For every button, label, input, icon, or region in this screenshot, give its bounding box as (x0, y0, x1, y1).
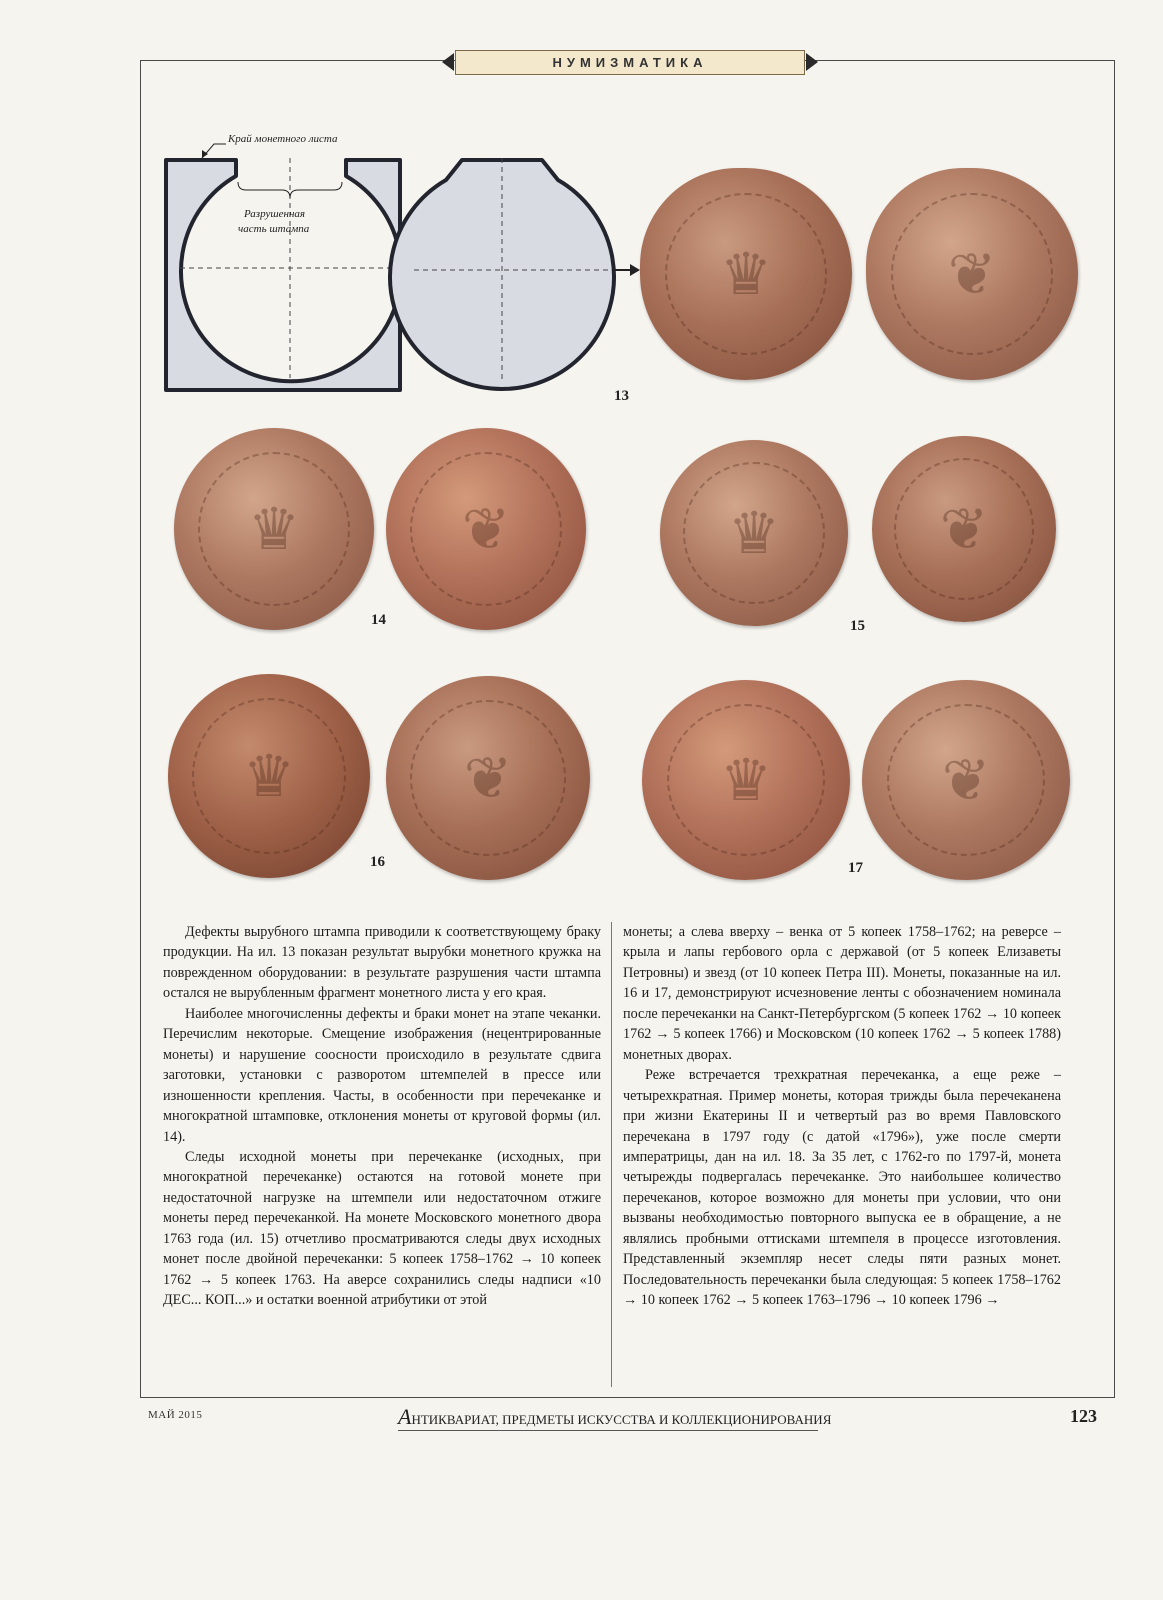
coin-13-reverse (866, 168, 1078, 380)
coin-14-reverse (386, 428, 586, 630)
diagram-label-broken-1: Разрушенная (244, 208, 306, 220)
coin-14-obverse (174, 428, 374, 630)
monogram-icon: ❦ (941, 746, 991, 814)
eagle-icon: ♛ (248, 495, 300, 563)
column-divider (611, 922, 612, 1387)
paragraph: Реже встречается трехкратная перечеканка, а еще реже – четырехкратная. Пример монеты, которая трижды была перечеканена при жизни Екатерины II и четвертый раз во время Павловского перечекана в 1797 году (с датой «1796»), уже после смерти императрицы, дан на ил. 18. За 35 лет, с 1762-го по 1797-й, монета четырежды подвергалась перечеканке. Это наибольшее количество перечеканов, которое возможно для монеты при условии, что они вызваны необходимостью повторного выпуска ее в обращение, а не являлись пробными оттисками штемпеля в процессе изготовления. Представленный экземпляр несет следы пяти разных монет. Последовательность перечеканки была следующая: 5 копеек 1758–1762 → 10 копеек 1762 → 5 копеек 1763–1796 → 10 копеек 1796 → (623, 1067, 1061, 1309)
monogram-icon: ❦ (463, 744, 513, 812)
eagle-icon: ♛ (243, 742, 295, 810)
journal-title-rest: НТИКВАРИАТ, ПРЕДМЕТЫ ИСКУССТВА И КОЛЛЕКЦИОНИРОВАНИЯ (411, 1412, 832, 1427)
figure-number-15: 15 (850, 618, 865, 634)
paragraph: Дефекты вырубного штампа приводили к соответствующему браку продукции. На ил. 13 показан результат вырубки монетного кружка на поврежденном оборудовании: в результате разрушения части штампа остался не вырубленным фрагмент монетного листа у его края. (163, 924, 601, 1002)
arrow-right-icon (612, 264, 640, 276)
coin-17-obverse (642, 680, 850, 880)
eagle-icon: ♛ (720, 746, 772, 814)
journal-title-initial: А (398, 1404, 412, 1429)
coin-13-obverse (640, 168, 852, 380)
journal-title (398, 1404, 832, 1431)
coin-15-obverse (660, 440, 848, 626)
section-header: НУМИЗМАТИКА (455, 50, 805, 75)
coin-16-reverse (386, 676, 590, 880)
page-number: 123 (1070, 1406, 1097, 1426)
diagram-label-broken-2: часть штампа (238, 223, 310, 235)
article-column-left (163, 922, 601, 1311)
figure-number-16: 16 (370, 854, 385, 870)
paragraph: Наиболее многочисленны дефекты и браки монет на этапе чеканки. Перечислим некоторые. Смещение изображения (нецентрированные монеты) и нарушение соосности происходило в результате сдвига заготовки, установки с разворотом штемпелей в прессе или изношенности крепления. Часты, в особенности при перечеканке и многократной штамповке, отклонения монеты от круговой формы (ил. 14). (163, 1005, 601, 1145)
metal-sheet-shape (166, 160, 401, 390)
coin-16-obverse (168, 674, 370, 878)
monogram-icon: ❦ (461, 495, 511, 563)
paragraph: монеты; а слева вверху – венка от 5 копеек 1758–1762; на реверсе – крыла и лапы гербового орла с державой (от 5 копеек Елизаветы Петровны) и звезд (от 10 копеек Петра III). Монеты, показанные на ил. 16 и 17, демонстрируют исчезновение ленты с обозначением номинала после перечеканки на Санкт-Петербургском (5 копеек 1762 → 10 копеек 1762 → 5 копеек 1766) и Московском (10 копеек 1762 → 5 копеек 1788) монетных дворах. (623, 924, 1061, 1063)
monogram-icon: ❦ (939, 495, 989, 563)
diagram-svg (160, 128, 640, 398)
coin-17-reverse (862, 680, 1070, 880)
coin-15-reverse (872, 436, 1056, 622)
diagram-label-edge: Край монетного листа (228, 133, 338, 145)
issue-date: МАЙ 2015 (148, 1409, 203, 1421)
figure-number-14: 14 (371, 612, 386, 628)
paragraph: Следы исходной монеты при перечеканке (исходных, при многократной перечеканке) остаются на готовой монете при недостаточной нагрузке на штемпели или недостаточном отжиге монеты перед перечеканкой. На монете Московского монетного двора 1763 года (ил. 15) отчетливо просматриваются следы двух исходных монет после двойной перечеканки: 5 копеек 1758–1762 → 10 копеек 1762 → 5 копеек 1763. На аверсе сохранились следы надписи «10 ДЕС... КОП...» и остатки военной атрибутики от этой (163, 1148, 601, 1309)
eagle-icon: ♛ (728, 499, 780, 567)
monogram-icon: ❦ (947, 240, 997, 308)
coin-blank-diagram (160, 128, 640, 398)
eagle-icon: ♛ (720, 240, 772, 308)
figure-number-17: 17 (848, 860, 863, 876)
header-right-triangle-icon (806, 53, 818, 71)
header-left-triangle-icon (442, 53, 454, 71)
figure-number-13: 13 (614, 388, 629, 404)
article-column-right (623, 922, 1061, 1311)
